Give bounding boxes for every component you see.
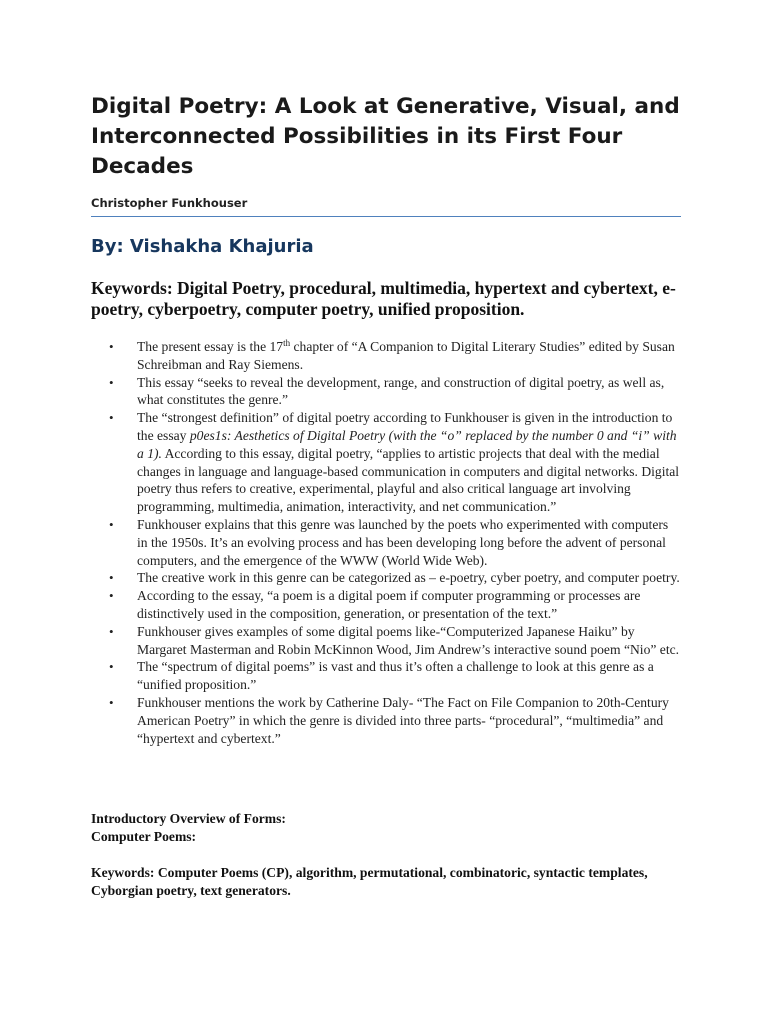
list-item: • The creative work in this genre can be categorized as – e-poetry, cyber poetry, and computer poetry.	[91, 569, 681, 587]
list-item-text: The “strongest definition” of digital poetry according to Funkhouser is given in the introduction to the essay	[137, 410, 673, 443]
summary-list	[91, 338, 681, 747]
byline: By: Vishakha Khajuria	[91, 236, 314, 257]
list-item-text: According to this essay, digital poetry, “applies to artistic projects that deal with the medial changes in language and language-based communication in computers and digital networks. Digital poetry thus refers to creative, experimental, playful and also critical language art involving programming, multimedia, animation, interactivity, and net communication.”	[137, 445, 680, 515]
list-item-text: The present essay is the 17	[137, 339, 284, 354]
keywords-computer-poems: Keywords: Computer Poems (CP), algorithm, permutational, combinatoric, syntactic templates, Cyborgian poetry, text generators.	[91, 865, 648, 898]
list-item: • According to the essay, “a poem is a digital poem if computer programming or processes are distinctively used in the composition, generation, or presentation of the text.”	[91, 587, 681, 623]
list-item: • The “spectrum of digital poems” is vast and thus it’s often a challenge to look at this genre as a “unified proposition.”	[91, 658, 681, 694]
list-item: • Funkhouser gives examples of some digital poems like-“Computerized Japanese Haiku” by Margaret Masterman and Robin McKinnon Wood, Jim Andrew’s interactive sound poem “Nio” etc.	[91, 623, 681, 659]
list-item: • Funkhouser explains that this genre was launched by the poets who experimented with computers in the 1950s. It’s an evolving process and has been developing long before the advent of personal computers, and the emergence of the WWW (World Wide Web).	[91, 516, 681, 569]
list-item	[91, 409, 681, 516]
section-heading-computer-poems: Computer Poems:	[91, 829, 197, 844]
section-headings	[91, 810, 691, 846]
document-title: Digital Poetry: A Look at Generative, Visual, and Interconnected Possibilities in its First Four Decades	[91, 94, 680, 179]
ordinal-superscript: th	[283, 338, 291, 348]
essay-title-italic: p0es1s: Aesthetics of Digital Poetry (with the “o” replaced by the number 0 and “i” with a 1).	[137, 427, 677, 461]
author-name: Christopher Funkhouser	[91, 196, 248, 210]
list-item	[91, 338, 681, 374]
list-item: • This essay “seeks to reveal the development, range, and construction of digital poetry, as well as, what constitutes the genre.”	[91, 374, 681, 410]
section-heading-overview: Introductory Overview of Forms:	[91, 811, 286, 826]
list-item-text: chapter of “A Companion to Digital Literary Studies” edited by Susan Schreibman and Ray Siemens.	[137, 339, 675, 372]
list-item: • Funkhouser mentions the work by Catherine Daly- “The Fact on File Companion to 20th-Century American Poetry” in which the genre is divided into three parts- “procedural”, “multimedia” and “hypertext and cybertext.”	[91, 694, 681, 747]
keywords-heading: Keywords: Digital Poetry, procedural, multimedia, hypertext and cybertext, e-poetry, cyberpoetry, computer poetry, unified proposition.	[91, 278, 676, 319]
title-divider	[91, 216, 681, 217]
